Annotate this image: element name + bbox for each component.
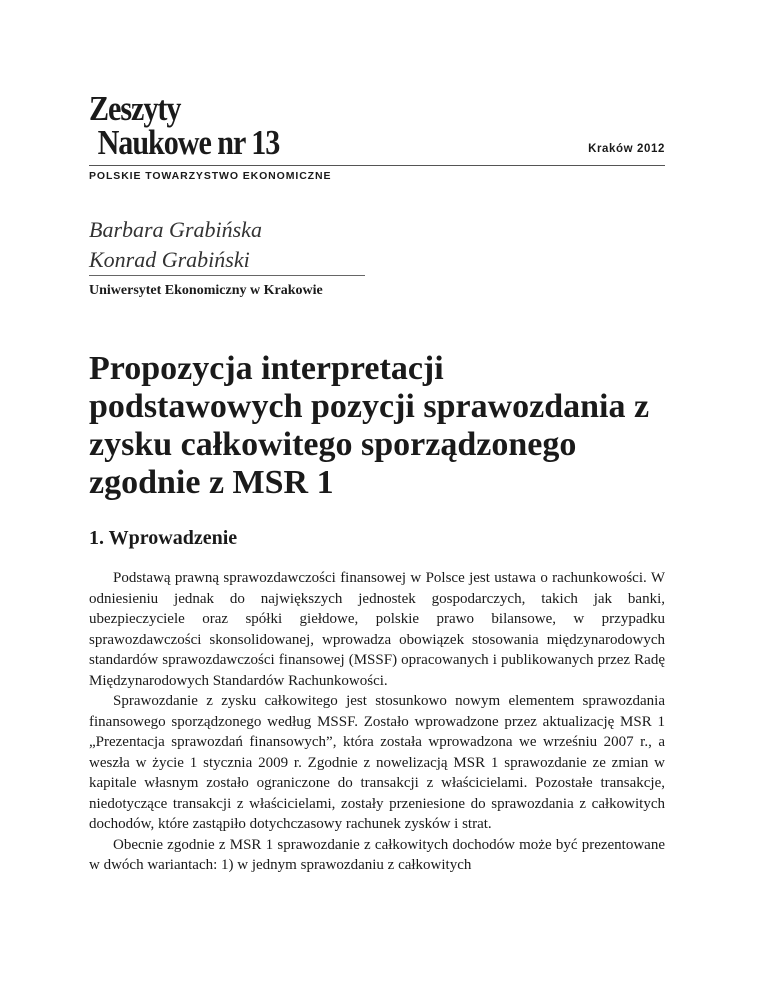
affiliation: Uniwersytet Ekonomiczny w Krakowie <box>89 283 323 298</box>
author-name: Barbara Grabińska <box>89 217 262 242</box>
header-divider <box>89 165 665 166</box>
paragraph: Sprawozdanie z zysku całkowitego jest stosunkowo nowym elementem sprawozdania finansowego sporządzonego według MSSF. Zostało wprowadzone przez aktualizację MSR 1 „Prezentacja sprawozdań finansowych”, która została wprowadzona we wrześniu 2007 r., a weszła w życie 1 stycznia 2009 r. Zgodnie z nowelizacją MSR 1 sprawozdanie ze zmian w kapitale własnym zostało ograniczone do transakcji z właścicielami. Pozostałe transakcje, niedotyczące transakcji z właścicielami, zostały przeniesione do sprawozdania z całkowitych dochodów, które zastąpiło dotychczasowy rachunek zysków i strat. <box>89 693 665 832</box>
authors <box>89 215 262 275</box>
paragraph: Obecnie zgodnie z MSR 1 sprawozdanie z całkowitych dochodów może być prezentowane w dwóch wariantach: 1) w jednym sprawozdaniu z całkowitych <box>89 836 665 873</box>
paragraph: Podstawą prawną sprawozdawczości finansowej w Polsce jest ustawa o rachunkowości. W odniesieniu jednak do największych jednostek gospodarczych, takich jak banki, ubezpieczyciele oraz spółki giełdowe, polskie prawo bilansowe, w przypadku sprawozdawczości skonsolidowanej, wprowadza obowiązek stosowania międzynarodowych standardów sprawozdawczości finansowej (MSSF) opracowanych i publikowanych przez Radę Międzynarodowych Standardów Rachunkowości. <box>89 570 665 689</box>
body-text <box>89 568 665 876</box>
article-title: Propozycja interpretacji podstawowych pozycji sprawozdania z zysku całkowitego sporządzonego zgodnie z MSR 1 <box>89 350 650 501</box>
author-divider <box>89 275 365 276</box>
publisher: POLSKIE TOWARZYSTWO EKONOMICZNE <box>89 170 332 182</box>
journal-title <box>89 89 280 162</box>
journal-title-line2: Naukowe nr 13 <box>97 123 280 162</box>
author-name: Konrad Grabiński <box>89 247 250 272</box>
document-page <box>89 0 665 994</box>
section-heading: 1. Wprowadzenie <box>89 527 238 549</box>
journal-title-line1: Zeszyty <box>89 89 181 128</box>
journal-header <box>89 89 665 162</box>
place-year: Kraków 2012 <box>588 143 665 155</box>
